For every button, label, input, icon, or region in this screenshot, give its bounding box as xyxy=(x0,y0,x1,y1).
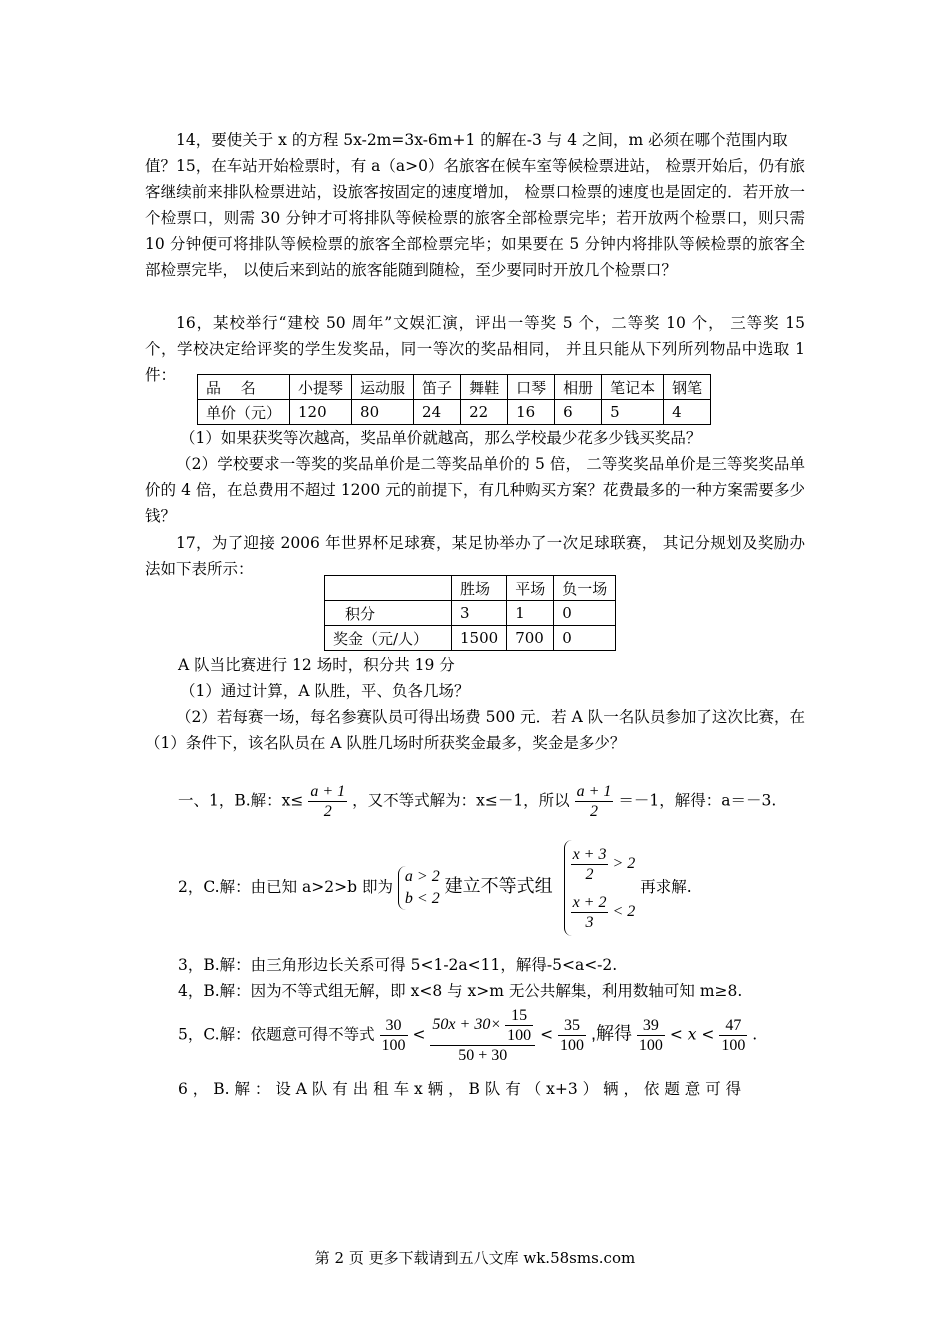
answer-1 xyxy=(178,782,776,821)
fraction xyxy=(575,782,614,821)
relation: < 2 xyxy=(612,903,636,920)
table-cell: 平场 xyxy=(507,576,554,601)
table-cell: 品 名 xyxy=(198,375,290,400)
fraction xyxy=(571,893,609,932)
table-cell: 5 xyxy=(602,400,664,425)
table-cell: 22 xyxy=(461,400,508,425)
fraction-numerator: a + 1 xyxy=(576,783,612,800)
table-cell xyxy=(325,576,452,601)
fraction-denominator: 100 xyxy=(638,1037,663,1054)
table-cell: 3 xyxy=(452,601,507,626)
fraction xyxy=(571,845,609,884)
question-16-part-2: （2）学校要求一等奖的奖品单价是二等奖品单价的 5 倍， 二等奖奖品单价是三等奖奖品单价的 4 倍，在总费用不超过 1200 元的前提下，有几种购买方案？花费最多的一种方案需要多少钱？ xyxy=(145,455,805,525)
fraction-numerator xyxy=(430,1006,535,1046)
question-16-part-1: （1）如果获奖等次越高，奖品单价就越高，那么学校最少花多少钱买奖品？ xyxy=(180,429,702,447)
table-cell: 单价（元） xyxy=(198,400,290,425)
question-17-given: A 队当比赛进行 12 场时，积分共 19 分 xyxy=(178,656,455,674)
table-cell: 700 xyxy=(507,626,554,651)
table-cell: 小提琴 xyxy=(290,375,352,400)
fraction xyxy=(380,1016,408,1055)
fraction-numerator: a + 1 xyxy=(310,783,346,800)
answer-2 xyxy=(178,840,692,936)
table-cell: 舞鞋 xyxy=(461,375,508,400)
fraction-numerator: 30 xyxy=(380,1016,408,1036)
answer-3: 3，B.解：由三角形边长关系可得 5<1-2a<11，解得-5<a<-2. xyxy=(178,956,618,974)
table-cell: 负一场 xyxy=(554,576,616,601)
fraction-numerator: x + 2 xyxy=(572,893,607,911)
fraction-numerator: 47 xyxy=(719,1016,747,1036)
system-row xyxy=(571,888,636,936)
answer-text: 建立不等式组 xyxy=(444,876,553,896)
fraction-denominator: 100 xyxy=(381,1037,406,1054)
table-cell: 相册 xyxy=(555,375,602,400)
table-row xyxy=(198,400,711,425)
answer-4: 4，B.解：因为不等式组无解，即 x<8 与 x>m 无公共解集，利用数轴可知 m≥8. xyxy=(178,982,743,1000)
question-15: 15，在车站开始检票时，有 a（a>0）名旅客在候车室等候检票进站， 检票开始后，仍有旅客继续前来排队检票进站，设旅客按固定的速度增加， 检票口检票的速度也是固定的．若开放一个检票口，则需 30 分钟才可将排队等候检票的旅客全部检票完毕；若开放两个检票口，则只需 10 分钟便可将排队等候检票的旅客全部检票完毕；如果要在 5 分钟内将排队等候检票的旅客全部检票完毕， 以使后来到站的旅客能随到随检，至少要同时开放几个检票口？ xyxy=(145,157,805,279)
table-cell: 0 xyxy=(554,601,616,626)
fraction-denominator: 100 xyxy=(560,1037,584,1054)
table-cell: 口琴 xyxy=(508,375,555,400)
table-cell: 胜场 xyxy=(452,576,507,601)
table-cell: 奖金（元/人） xyxy=(325,626,452,651)
fraction xyxy=(558,1016,586,1055)
fraction-numerator: 39 xyxy=(637,1016,665,1036)
answer-text: 再求解. xyxy=(640,878,692,896)
fraction xyxy=(505,1006,533,1045)
inequality-system xyxy=(398,866,440,910)
fraction-denominator: 50 + 30 xyxy=(458,1047,508,1064)
page-footer: 第 2 页 更多下载请到五八文库 wk.58sms.com xyxy=(314,1249,636,1267)
table-cell: 0 xyxy=(554,626,616,651)
table-cell: 笔记本 xyxy=(602,375,664,400)
fraction-denominator: 3 xyxy=(585,913,594,931)
table-cell: 80 xyxy=(352,400,414,425)
system-row: b < 2 xyxy=(404,890,440,907)
question-17-part-1: （1）通过计算，A 队胜，平、负各几场？ xyxy=(180,682,470,700)
table-cell: 6 xyxy=(555,400,602,425)
fraction-denominator: 2 xyxy=(585,865,594,883)
fraction xyxy=(637,1016,665,1055)
system-row xyxy=(571,840,636,888)
answer-text: 2，C.解：由已知 a>2>b 即为 xyxy=(178,878,393,896)
table-cell: 24 xyxy=(414,400,461,425)
table-cell: 积分 xyxy=(325,601,452,626)
answer-6: 6 ， B. 解 ： 设 A 队 有 出 租 车 x 辆 ， B 队 有 （ x+3 ） 辆 ， 依 题 意 可 得 xyxy=(178,1080,742,1098)
table-cell: 120 xyxy=(290,400,352,425)
answer-text: ，又不等式解为：x≤－1，所以 xyxy=(352,791,570,810)
fraction-denominator: 2 xyxy=(590,803,599,820)
table-row xyxy=(325,626,616,651)
relation: > 2 xyxy=(612,855,636,872)
table-row xyxy=(325,601,616,626)
answer-text: ＝－1，解得：a＝－3. xyxy=(618,791,777,810)
table-cell: 笛子 xyxy=(414,375,461,400)
fraction-numerator: 15 xyxy=(505,1006,533,1026)
relation: < xyxy=(540,1025,554,1044)
fraction-denominator: 2 xyxy=(323,803,332,820)
answer-text: 5，C.解：依题意可得不等式 xyxy=(178,1025,375,1044)
answer-text: ,解得 xyxy=(590,1023,632,1044)
answer-text: 一、1，B.解：x≤ xyxy=(178,791,304,810)
system-row: a > 2 xyxy=(404,868,440,885)
table-cell: 1500 xyxy=(452,626,507,651)
prize-price-table xyxy=(197,374,711,425)
inequality-system xyxy=(564,840,636,936)
table-cell: 运动服 xyxy=(352,375,414,400)
fraction-denominator: 100 xyxy=(721,1037,746,1054)
numerator-text: 50x + 30× xyxy=(432,1016,502,1034)
question-17: 17，为了迎接 2006 年世界杯足球赛，某足协举办了一次足球联赛， 其记分规划及奖励办法如下表所示： xyxy=(145,534,805,578)
fraction-numerator: 35 xyxy=(558,1016,586,1036)
table-row xyxy=(325,576,616,601)
fraction xyxy=(719,1016,747,1055)
table-cell: 4 xyxy=(664,400,711,425)
table-cell: 1 xyxy=(507,601,554,626)
fraction-numerator: x + 3 xyxy=(572,845,607,863)
answer-text: . xyxy=(752,1025,758,1044)
fraction-denominator: 100 xyxy=(507,1027,532,1044)
score-reward-table xyxy=(324,575,616,651)
table-row xyxy=(198,375,711,400)
answer-5 xyxy=(178,1006,757,1065)
question-17-part-2: （2）若每赛一场，每名参赛队员可得出场费 500 元．若 A 队一名队员参加了这次比赛，在（1）条件下，该名队员在 A 队胜几场时所获奖金最多，奖金是多少？ xyxy=(145,708,805,752)
question-16: 16，某校举行“建校 50 周年”文娱汇演，评出一等奖 5 个，二等奖 10 个， 三等奖 15 个，学校决定给评奖的学生发奖品，同一等次的奖品相同， 并且只能从下列所列物品中选取 1 件： xyxy=(145,314,805,384)
table-cell: 钢笔 xyxy=(664,375,711,400)
relation: < x < xyxy=(669,1025,715,1044)
fraction xyxy=(308,782,347,821)
fraction xyxy=(430,1006,535,1065)
relation: < xyxy=(412,1025,426,1044)
question-14: 14，要使关于 x 的方程 5x-2m=3x-6m+1 的解在-3 与 4 之间，m 必须在哪个范围内取值？ xyxy=(145,131,788,175)
table-cell: 16 xyxy=(508,400,555,425)
